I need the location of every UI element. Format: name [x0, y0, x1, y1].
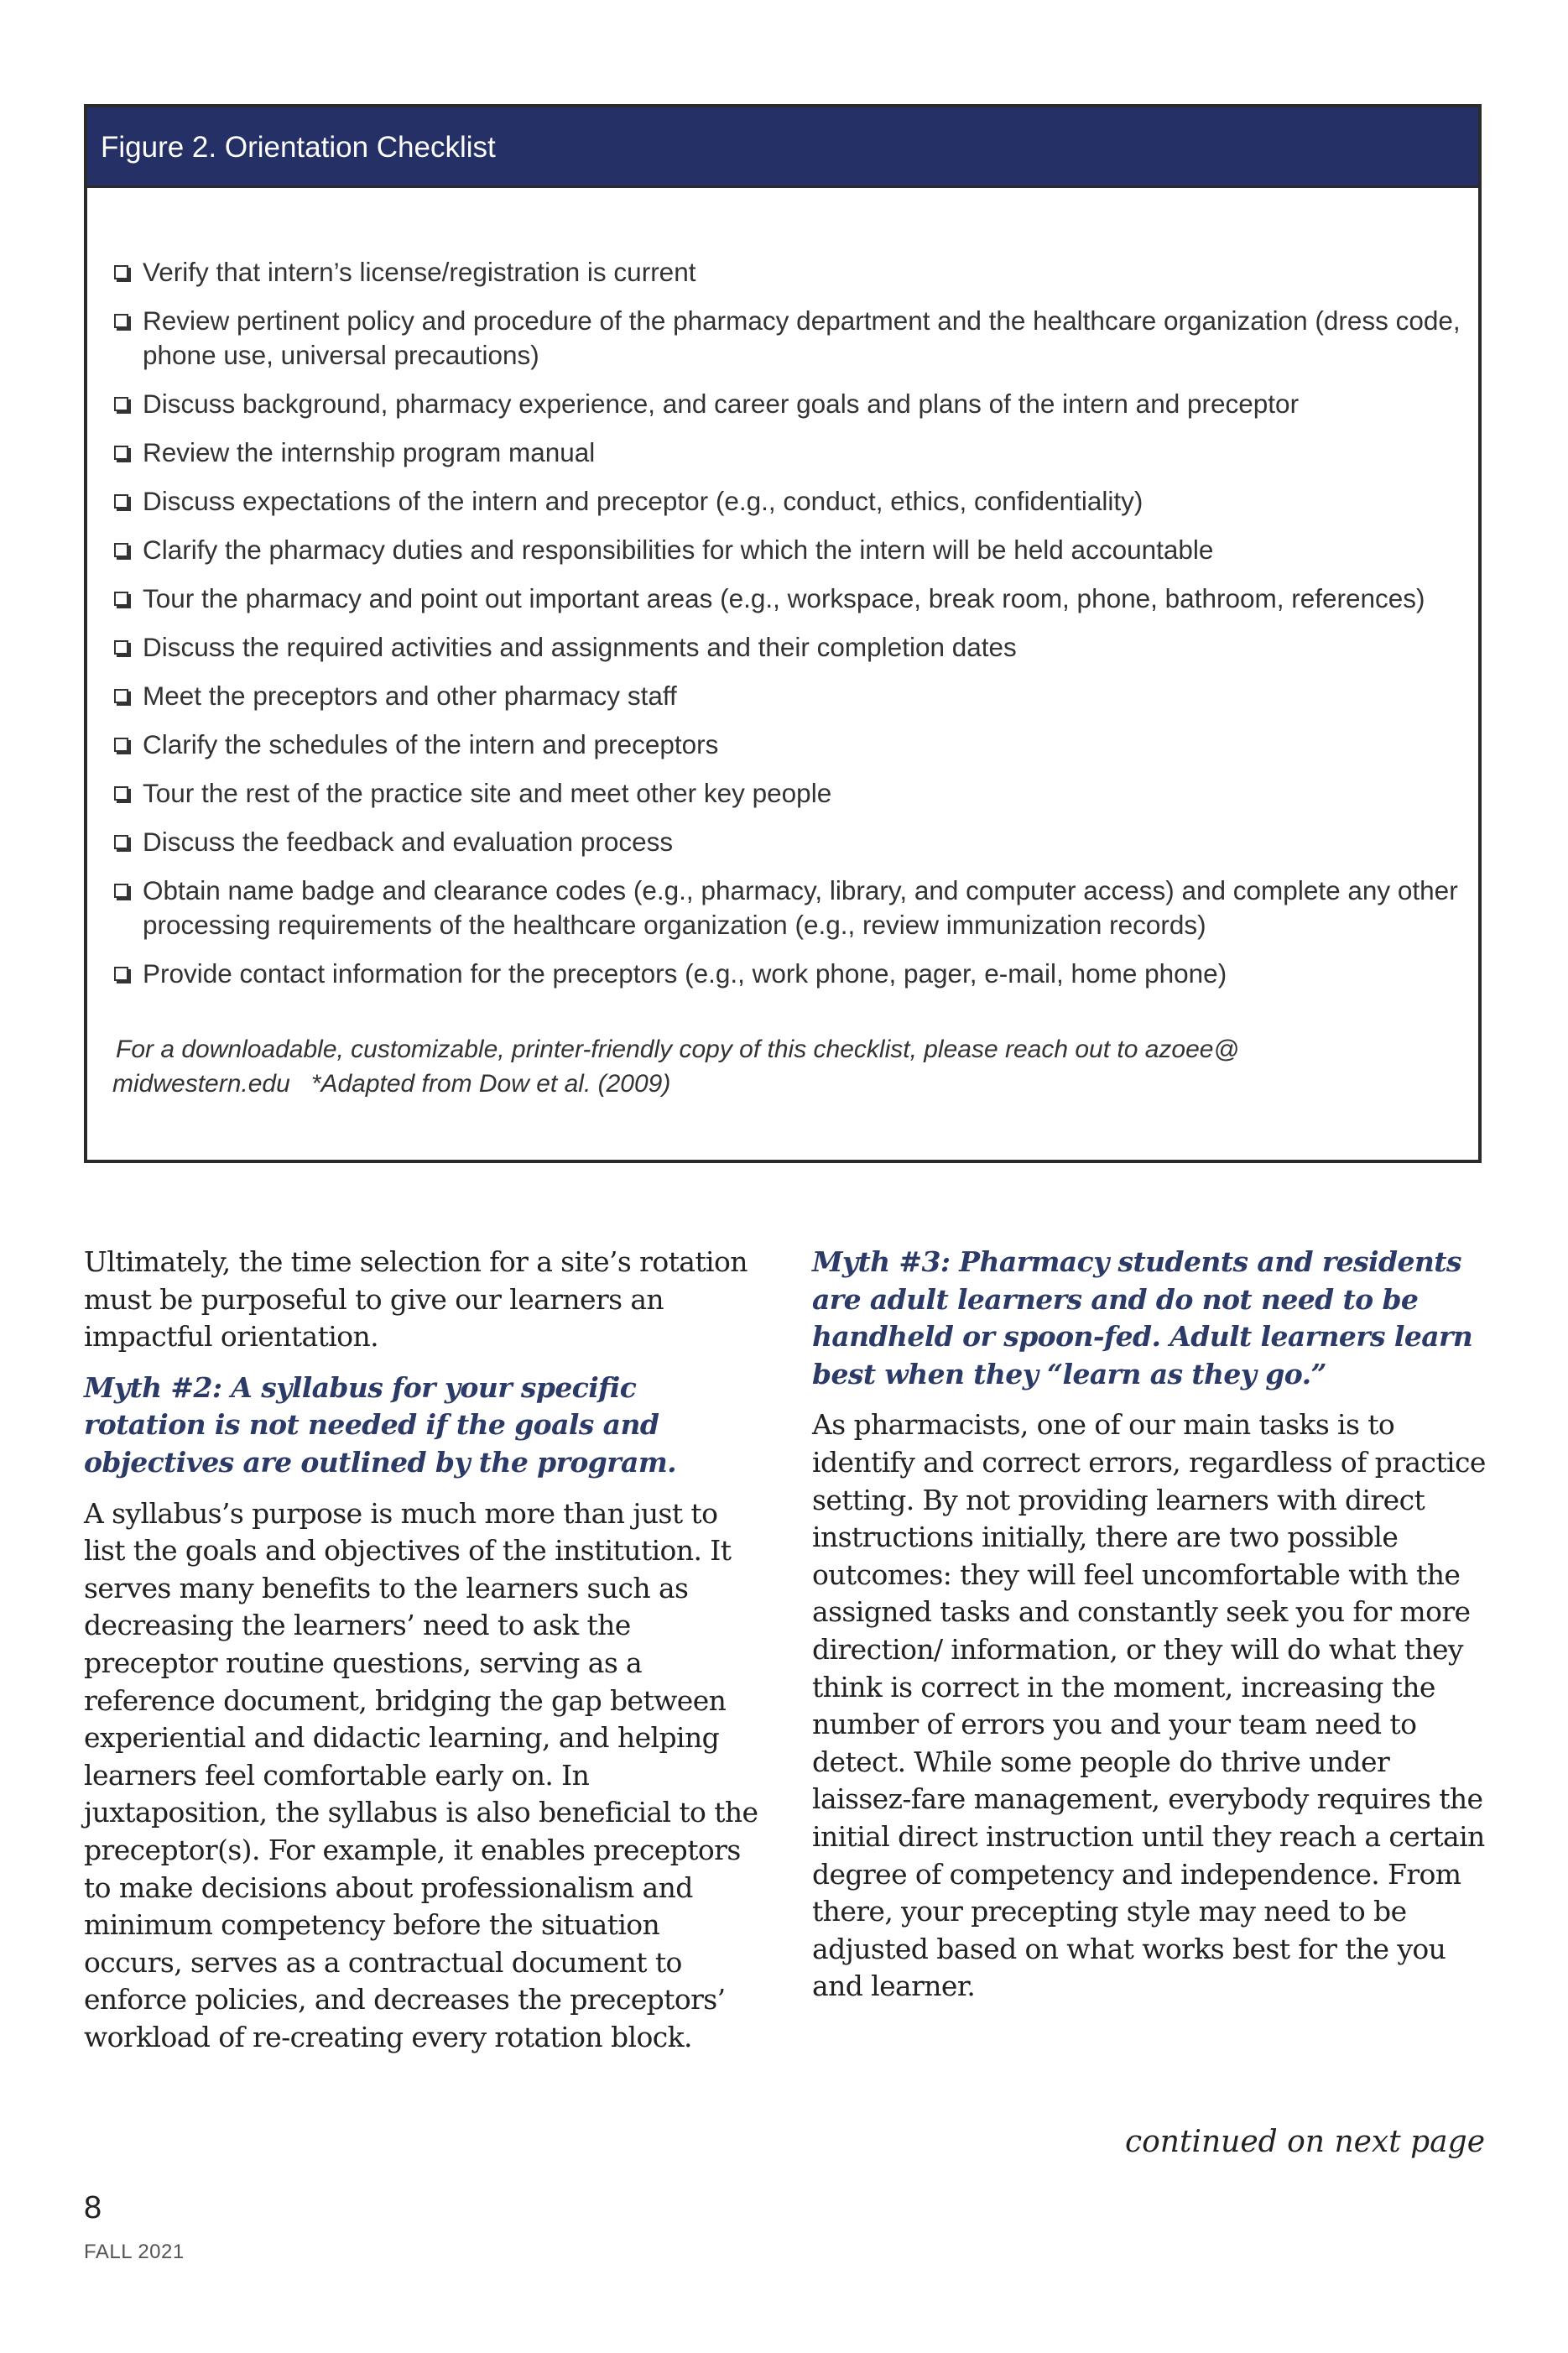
checklist: [112, 255, 1463, 1005]
checkbox-icon: [114, 786, 128, 801]
checklist-item: Discuss the feedback and evaluation process: [112, 825, 1463, 859]
checkbox-icon: [114, 738, 128, 752]
orientation-checklist-figure: [84, 104, 1482, 1163]
right-column: [812, 1244, 1492, 2019]
checkbox-icon: [114, 835, 128, 849]
checklist-item: Discuss background, pharmacy experience, and career goals and plans of the intern and preceptor: [112, 387, 1463, 421]
checkbox-icon: [114, 314, 128, 328]
checklist-item: Clarify the schedules of the intern and preceptors: [112, 728, 1463, 762]
syllabus-paragraph: A syllabus’s purpose is much more than just to list the goals and objectives of the institution. It serves many benefits to the learners such as decreasing the learners’ need to ask the preceptor routine questions, serving as a reference document, bridging the gap between experiential and didactic learning, and helping learners feel comfortable early on. In juxtaposition, the syllabus is also beneficial to the preceptor(s). For example, it enables preceptors to make decisions about professionalism and minimum competency before the situation occurs, serves as a contractual document to enforce policies, and decreases the preceptors’ workload of re-creating every rotation block.: [84, 1496, 758, 2053]
checklist-item: Tour the rest of the practice site and meet other key people: [112, 776, 1463, 811]
checklist-item: Verify that intern’s license/registration is current: [112, 255, 1463, 290]
checkbox-icon: [114, 397, 128, 411]
checkbox-icon: [114, 640, 128, 655]
figure-note-line1: For a downloadable, customizable, printer-friendly copy of this checklist, please reach out to azoee@: [116, 1036, 1239, 1063]
checklist-item: Tour the pharmacy and point out important areas (e.g., workspace, break room, phone, bathroom, references): [112, 582, 1463, 616]
page-number: 8: [84, 2190, 102, 2225]
checkbox-icon: [114, 543, 128, 557]
checkbox-icon: [114, 494, 128, 509]
left-column: [84, 1244, 763, 2069]
figure-note: [112, 1032, 1463, 1101]
checklist-item: Meet the preceptors and other pharmacy staff: [112, 679, 1463, 713]
checkbox-icon: [114, 884, 128, 898]
myth-2-heading: Myth #2: A syllabus for your specific rotation is not needed if the goals and objectives are outlined by the program.: [84, 1370, 677, 1479]
errors-paragraph: As pharmacists, one of our main tasks is to identify and correct errors, regardless of practice setting. By not providing learners with direct instructions initially, there are two possible outcomes: they will feel uncomfortable with the assigned tasks and constantly seek you for more direction/ information, or they will do what they think is correct in the moment, increasing the number of errors you and your team need to detect. While some people do thrive under laissez-fare management, everybody requires the initial direct instruction until they reach a certain degree of competency and independence. From there, your precepting style may need to be adjusted based on what works best for the you and learner.: [812, 1408, 1486, 2003]
checkbox-icon: [114, 689, 128, 703]
issue-label: FALL 2021: [84, 2241, 185, 2263]
figure-title: Figure 2. Orientation Checklist: [87, 107, 1478, 188]
checkbox-icon: [114, 592, 128, 606]
continued-note: continued on next page: [1124, 2125, 1485, 2159]
figure-note-line2: midwestern.edu *Adapted from Dow et al. (2009): [112, 1070, 671, 1098]
myth-3-heading: Myth #3: Pharmacy students and residents are adult learners and do not need to be handheld or spoon-fed. Adult learners learn best when they “learn as they go.”: [812, 1245, 1473, 1390]
checkbox-icon: [114, 446, 128, 460]
checklist-item: Obtain name badge and clearance codes (e.g., pharmacy, library, and computer access) and complete any other processing requirements of the healthcare organization (e.g., review immunization records): [112, 874, 1463, 942]
checklist-item: Review the internship program manual: [112, 436, 1463, 470]
checklist-item: Clarify the pharmacy duties and responsibilities for which the intern will be held accountable: [112, 533, 1463, 567]
intro-paragraph: Ultimately, the time selection for a site’s rotation must be purposeful to give our learners an impactful orientation.: [84, 1245, 748, 1354]
checkbox-icon: [114, 967, 128, 981]
checklist-item: Discuss the required activities and assignments and their completion dates: [112, 630, 1463, 665]
checklist-item: Review pertinent policy and procedure of the pharmacy department and the healthcare organization (dress code, phone use, universal precautions): [112, 304, 1463, 373]
checkbox-icon: [114, 265, 128, 279]
checklist-item: Discuss expectations of the intern and preceptor (e.g., conduct, ethics, confidentiality): [112, 484, 1463, 519]
checklist-item: Provide contact information for the preceptors (e.g., work phone, pager, e-mail, home phone): [112, 957, 1463, 991]
